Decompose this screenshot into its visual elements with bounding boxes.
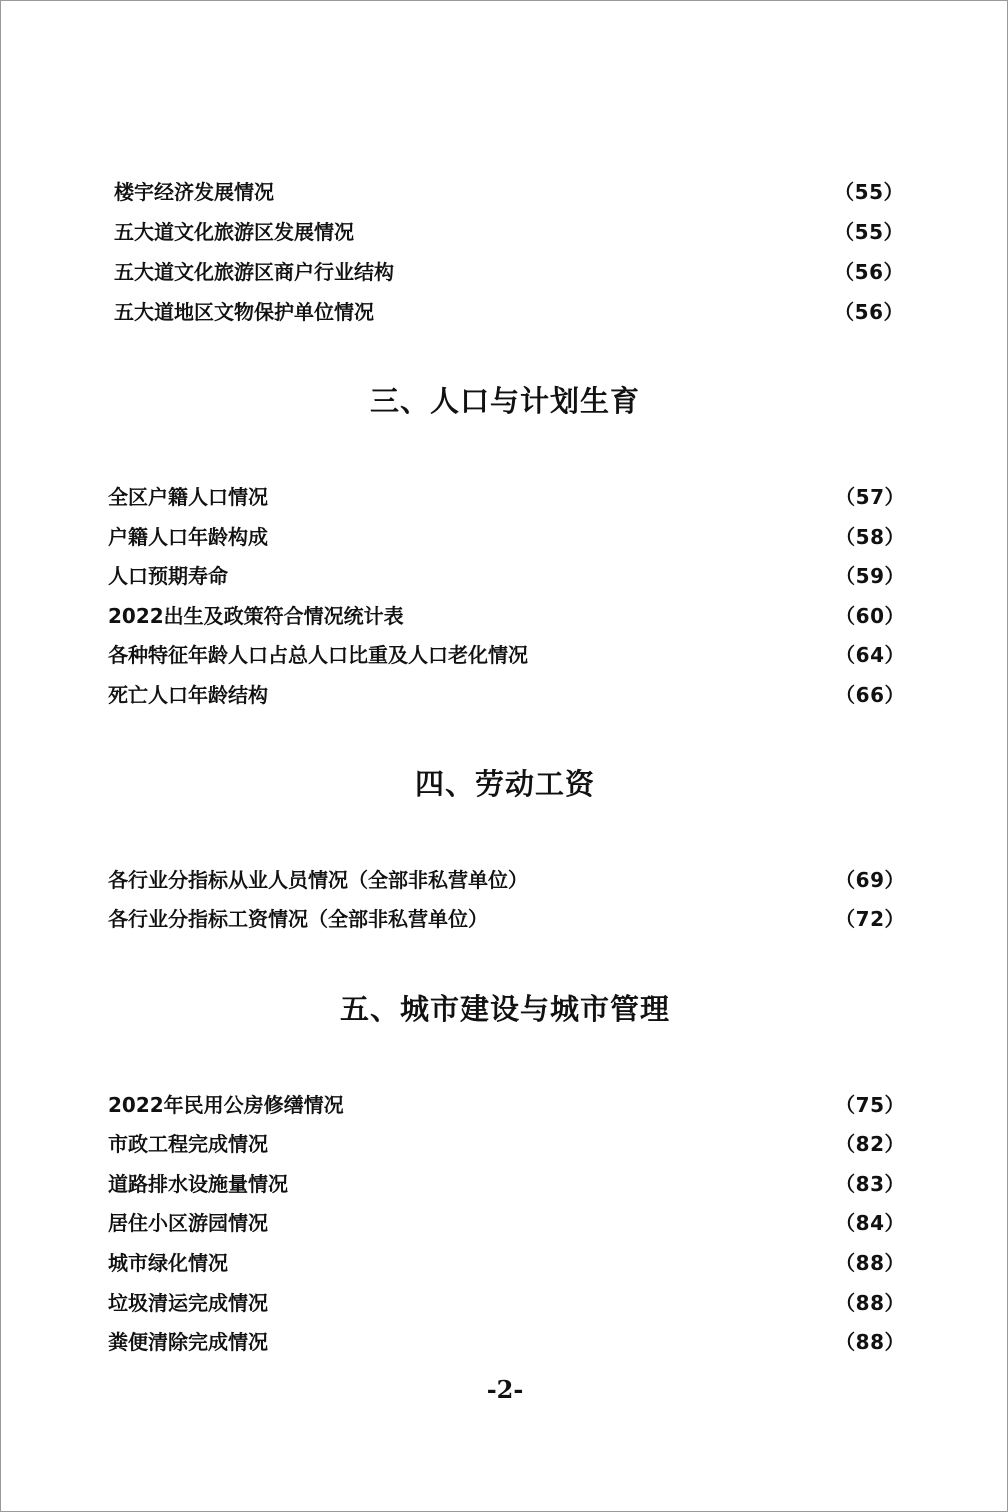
toc-entry[interactable] (108, 1168, 905, 1196)
toc-entry-title: 楼宇经济发展情况 (114, 179, 274, 204)
toc-entry-page: （82） (835, 1131, 905, 1156)
toc-leader-dots (358, 216, 828, 244)
toc-leader-dots (278, 176, 828, 204)
toc-leader-dots (282, 1207, 829, 1235)
toc-leader-dots (282, 1326, 829, 1354)
toc-entry[interactable] (108, 560, 905, 588)
toc-entry[interactable] (108, 639, 905, 667)
toc-entry-page: （69） (835, 867, 905, 892)
toc-entry-page: （55） (834, 219, 904, 244)
toc-entry-page: （56） (834, 299, 904, 324)
toc-entry-page: （55） (834, 179, 904, 204)
toc-leader-dots (546, 864, 829, 892)
toc-leader-dots (302, 1168, 829, 1196)
toc-entry-title: 粪便清除完成情况 (108, 1329, 268, 1354)
toc-leader-dots (378, 296, 828, 324)
toc-entry-page: （66） (835, 682, 905, 707)
toc-leader-dots (418, 600, 829, 628)
toc-entry-title: 道路排水设施量情况 (108, 1171, 288, 1196)
toc-leader-dots (542, 639, 829, 667)
toc-entry-title: 五大道地区文物保护单位情况 (114, 299, 374, 324)
page-number: -2- (486, 1375, 524, 1404)
toc-leader-dots (282, 521, 829, 549)
toc-entry-title: 各行业分指标工资情况（全部非私营单位） (108, 906, 488, 931)
toc-leader-dots (282, 1128, 829, 1156)
toc-entry-page: （57） (835, 484, 905, 509)
toc-entry[interactable] (108, 521, 905, 549)
toc-entry[interactable] (114, 296, 904, 324)
toc-entry-title: 户籍人口年龄构成 (108, 524, 268, 549)
toc-leader-dots (282, 1287, 829, 1315)
toc-entry[interactable] (114, 176, 904, 204)
toc-entry-page: （72） (835, 906, 905, 931)
toc-entry-page: （60） (835, 603, 905, 628)
toc-entry-title: 全区户籍人口情况 (108, 484, 268, 509)
toc-entry[interactable] (114, 216, 904, 244)
toc-entry-title: 居住小区游园情况 (108, 1210, 268, 1235)
toc-entry-page: （59） (835, 563, 905, 588)
toc-leader-dots (282, 481, 829, 509)
toc-leader-dots (242, 560, 829, 588)
toc-entry-title: 各种特征年龄人口占总人口比重及人口老化情况 (108, 642, 528, 667)
toc-entry-page: （84） (835, 1210, 905, 1235)
toc-entry-title: 2022年民用公房修缮情况 (108, 1092, 344, 1117)
toc-leader-dots (242, 1247, 829, 1275)
toc-entry-page: （88） (835, 1290, 905, 1315)
toc-entry-page: （83） (835, 1171, 905, 1196)
toc-entry[interactable] (108, 481, 905, 509)
toc-entry-title: 人口预期寿命 (108, 563, 228, 588)
toc-entry-page: （58） (835, 524, 905, 549)
toc-entry-page: （64） (835, 642, 905, 667)
toc-entry-title: 五大道文化旅游区商户行业结构 (114, 259, 394, 284)
toc-entry[interactable] (108, 679, 905, 707)
toc-entry-title: 五大道文化旅游区发展情况 (114, 219, 354, 244)
toc-leader-dots (398, 256, 828, 284)
toc-entry[interactable] (108, 1207, 905, 1235)
toc-entry-title: 2022出生及政策符合情况统计表 (108, 603, 404, 628)
toc-entry-page: （88） (835, 1329, 905, 1354)
toc-entry[interactable] (108, 1287, 905, 1315)
toc-entry[interactable] (108, 1247, 905, 1275)
toc-entry-title: 各行业分指标从业人员情况（全部非私营单位） (108, 867, 528, 892)
toc-leader-dots (282, 679, 829, 707)
toc-entry[interactable] (108, 1128, 905, 1156)
toc-entry-title: 市政工程完成情况 (108, 1131, 268, 1156)
toc-entry-page: （56） (834, 259, 904, 284)
toc-leader-dots (358, 1089, 829, 1117)
toc-entry[interactable] (108, 1089, 905, 1117)
section-heading-4: 四、劳动工资 (414, 767, 595, 801)
toc-entry[interactable] (108, 903, 905, 931)
toc-entry[interactable] (114, 256, 904, 284)
toc-entry-page: （75） (835, 1092, 905, 1117)
toc-entry-title: 垃圾清运完成情况 (108, 1290, 268, 1315)
section-heading-3: 三、人口与计划生育 (369, 384, 640, 418)
toc-entry[interactable] (108, 600, 905, 628)
toc-entry-title: 死亡人口年龄结构 (108, 682, 268, 707)
toc-entry-title: 城市绿化情况 (108, 1250, 228, 1275)
toc-entry[interactable] (108, 864, 905, 892)
toc-entry-page: （88） (835, 1250, 905, 1275)
toc-leader-dots (506, 903, 829, 931)
toc-entry[interactable] (108, 1326, 905, 1354)
section-heading-5: 五、城市建设与城市管理 (339, 992, 670, 1026)
